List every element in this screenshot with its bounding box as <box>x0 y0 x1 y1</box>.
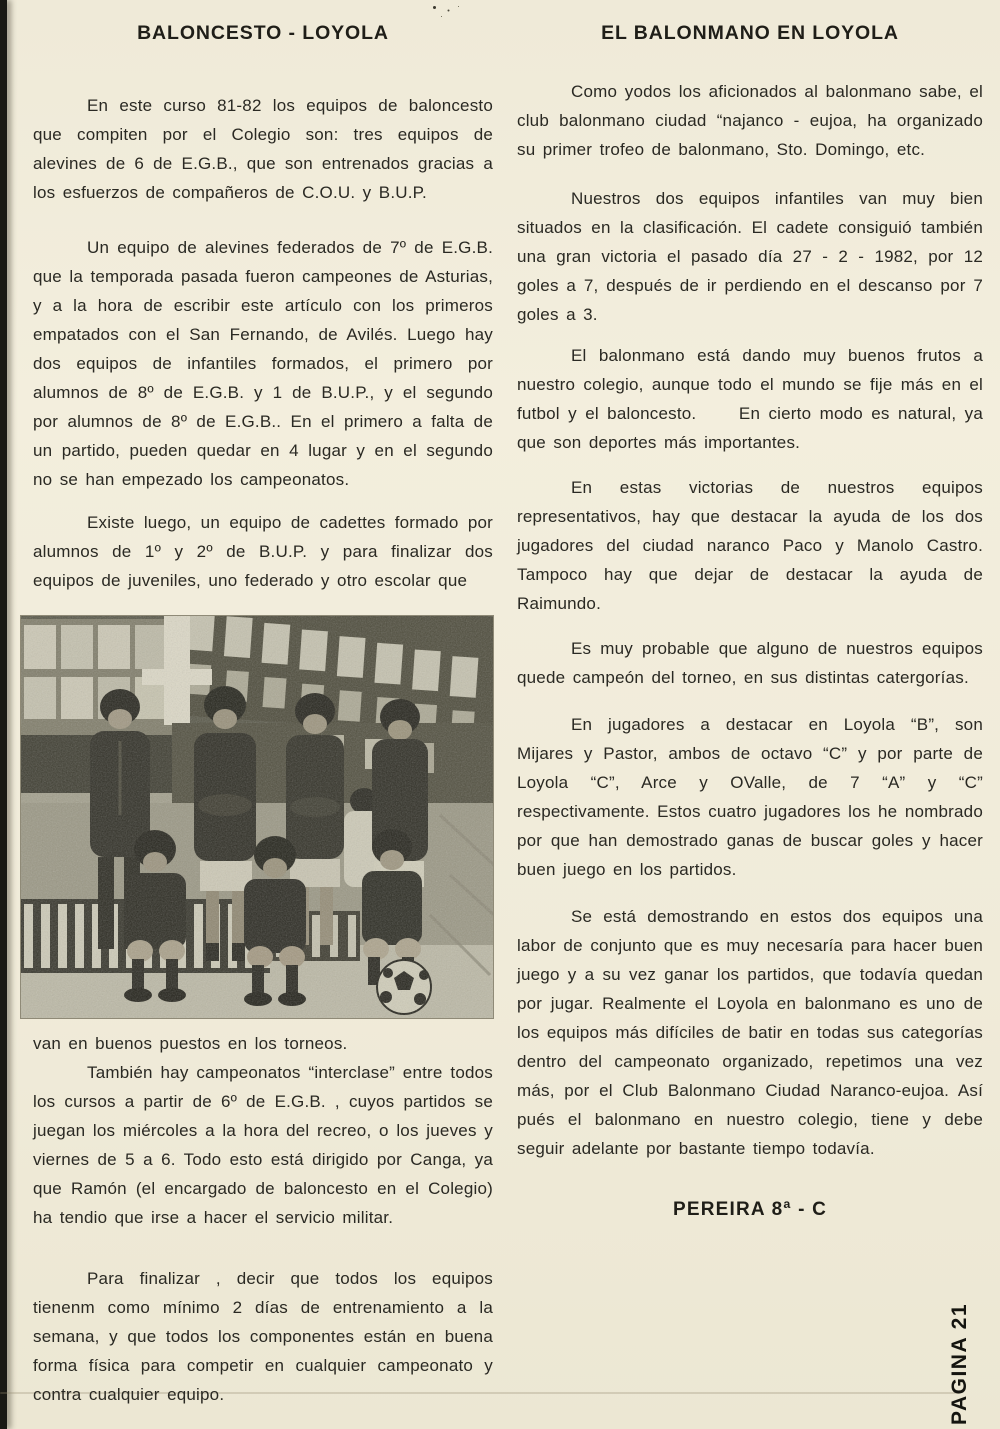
article-baloncesto <box>33 22 493 1409</box>
paragraph: Un equipo de alevines federados de 7º de E.G.B. que la temporada pasada fueron campeones de Asturias, y a la hora de escribir este artículo con los primeros empatados con el San Fernando, de Avilés. Luego hay dos equipos de infantiles formados, el primero por alumnos de 8º de E.G.B. y 1 de B.U.P., y el segundo por alumnos de 8º de E.G.B.. En el primero a falta de un partido, pueden quedar en 4 lugar y en el segundo no se han empezado los campeonatos. <box>33 238 493 489</box>
paragraph: Se está demostrando en estos dos equipos una labor de conjunto que es muy necesaría para hacer buen juego y a su vez ganar los partidos, que todavía quedan por jugar. Realmente el Loyola en balonmano es uno de los equipos más difíciles de batir en todas sus categorías dentro del campeonato organizado, repetimos una vez más, por el Club Balonmano Ciudad Naranco-eujoa. Así pués el balonmano en nuestro colegio, tiene y debe seguir adelante por bastante tiempo todavía. <box>517 907 983 1158</box>
team-photo <box>20 615 494 1019</box>
paragraph: El balonmano está dando muy buenos frutos a nuestro colegio, aunque todo el mundo se fije más en el futbol y el baloncesto. En cierto modo es natural, ya que son deportes más importantes. <box>517 346 983 452</box>
article-title-baloncesto: BALONCESTO - LOYOLA <box>137 22 389 44</box>
article-title-balonmano: EL BALONMANO EN LOYOLA <box>601 22 899 44</box>
paragraph: En estas victorias de nuestros equipos representativos, hay que destacar la ayuda de los dos jugadores del ciudad naranco Paco y Manolo Castro. Tampoco hay que dejar de destacar la ayuda de Raimundo. <box>517 478 983 613</box>
paragraph: Como yodos los aficionados al balonmano sabe, el club balonmano ciudad “najanco - eujoa, ha organizado su primer trofeo de balonmano, Sto. Domingo, etc. <box>517 82 983 159</box>
paragraph: En este curso 81-82 los equipos de baloncesto que compiten por el Colegio son: tres equipos de alevines de 6 de E.G.B., que son entrenados gracias a los esfuerzos de compañeros de C.O.U. y B.U.P. <box>33 96 493 202</box>
paragraph: Para finalizar , decir que todos los equipos tienenm como mínimo 2 días de entrenamiento a la semana, y que todos los componentes están en buena forma física para competir en cualquier campeonato y contra cualquier equipo. <box>33 1269 493 1404</box>
paragraph: En jugadores a destacar en Loyola “B”, son Mijares y Pastor, ambos de octavo “C” y por parte de Loyola “C”, Arce y OValle, de 7 “A” y “C” respectivamente. Estos cuatro jugadores los he nombrado por que han demostrado ganas de buscar goles y hacer buen juego en los partidos. <box>517 715 983 879</box>
ink-specks <box>433 6 436 9</box>
article-balonmano <box>517 22 983 1221</box>
paragraph: Nuestros dos equipos infantiles van muy bien situados en la clasificación. El cadete consiguió también una gran victoria el pasado día 27 - 2 - 1982, por 12 goles a 7, después de ir perdiendo en el descanso por 7 goles a 3. <box>517 189 983 324</box>
paragraph: También hay campeonatos “interclase” entre todos los cursos a partir de 6º de E.G.B. , cuyos partidos se juegan los miércoles a la hora del recreo, o los jueves y viernes de 5 a 6. Todo esto está dirigido por Canga, ya que Ramón (el encargado de baloncesto en el Colegio) ha tendio que irse a hacer el servicio militar. <box>33 1063 493 1227</box>
page-number: PAGINA 21 <box>948 1302 971 1425</box>
paragraph: Es muy probable que alguno de nuestros equipos quede campeón del torneo, en sus distintas catergorías. <box>517 639 983 687</box>
author-signature: PEREIRA 8ª - C <box>672 1199 828 1220</box>
photo-caption-paragraph: van en buenos puestos en los torneos. <box>33 1034 348 1053</box>
paragraph: Existe luego, un equipo de cadettes formado por alumnos de 1º y 2º de B.U.P. y para finalizar dos equipos de juveniles, uno federado y otro escolar que <box>33 513 493 590</box>
team-photo-graphic <box>20 615 494 1019</box>
scan-gutter-shadow <box>0 0 7 1429</box>
